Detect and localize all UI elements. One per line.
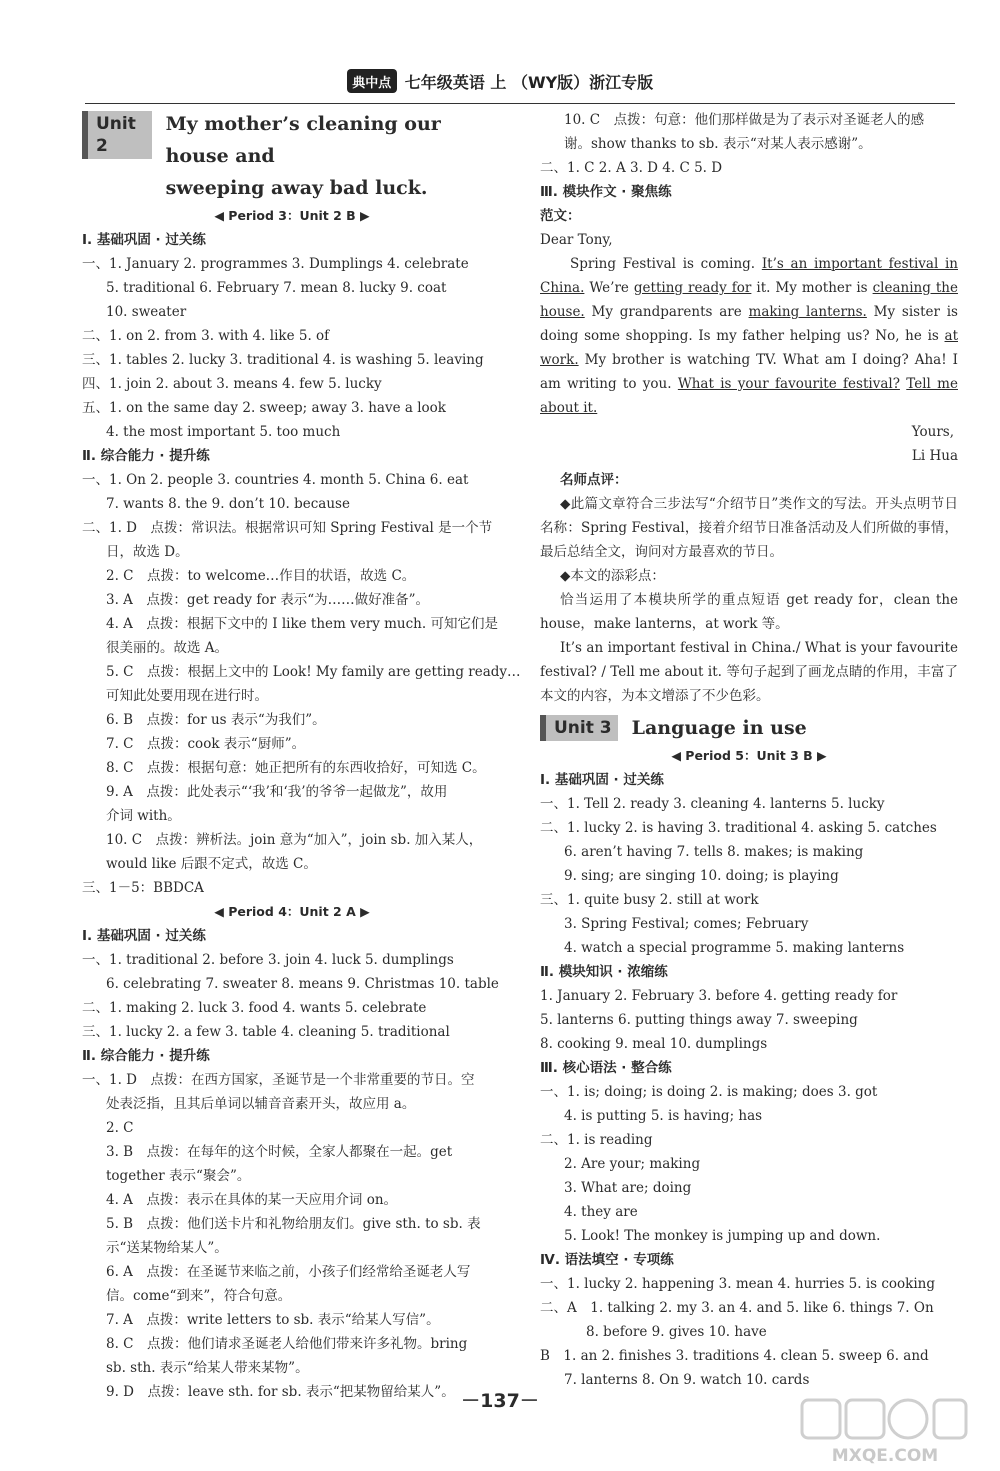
- answer-line: 4. A 点拨：表示在具体的某一天应用介词 on。: [106, 1192, 398, 1208]
- model-essay: Spring Festival is coming. It’s an important festival in China. We’re getting ready for it. My mother is cleaning the house. My grandparents are making lanterns. My sister is doing some shopping. Is my father helping us? No, he is at work. My brother is watching TV. What am I doing? Aha! I am writing to you. What is your favourite festival? Tell me about it.: [540, 256, 958, 416]
- answer-line: 3. A 点拨：get ready for 表示“为……做好准备”。: [106, 592, 429, 608]
- period-heading: ◀ Period 5：Unit 3 B ▶: [671, 748, 827, 763]
- section-title: Ⅱ. 模块知识 · 浓缩练: [540, 964, 668, 980]
- answer-line: 一、1. January 2. programmes 3. Dumplings 4. celebrate: [82, 256, 469, 272]
- answer-line: 4. they are: [564, 1204, 638, 1220]
- answer-line: 3. Spring Festival; comes; February: [564, 916, 809, 932]
- answer-line: 处表泛指，且其后单词以辅音音素开头，故应用 a。: [106, 1096, 416, 1112]
- section-title: Ⅳ. 语法填空 · 专项练: [540, 1252, 674, 1268]
- section-title: Ⅲ. 核心语法 · 整合练: [540, 1060, 672, 1076]
- answer-line: 10. C 点拨：辨析法。join 意为“加入”，join sb. 加入某人，: [106, 832, 483, 848]
- answer-line: 4. A 点拨：根据下文中的 I like them very much. 可知它们是: [106, 616, 498, 632]
- answer-line: 二、1. C 2. A 3. D 4. C 5. D: [540, 160, 723, 176]
- answer-line: 一、1. is; doing; is doing 2. is making; does 3. got: [540, 1084, 878, 1100]
- essay-signature: Li Hua: [911, 448, 958, 464]
- answer-line: 5. C 点拨：根据上文中的 Look! My family are getting ready…: [106, 664, 521, 680]
- essay-greeting: Dear Tony,: [540, 232, 613, 248]
- answer-line: sb. sth. 表示“给某人带来某物”。: [106, 1360, 309, 1376]
- answer-line: 二、A 1. talking 2. my 3. an 4. and 5. like 6. things 7. On: [540, 1300, 934, 1316]
- answer-line: 7. C 点拨：cook 表示“厨师”。: [106, 736, 306, 752]
- answer-line: 一、1. lucky 2. happening 3. mean 4. hurries 5. is cooking: [540, 1276, 936, 1292]
- answer-line: 2. Are your; making: [564, 1156, 701, 1172]
- answer-line: 5. Look! The monkey is jumping up and down.: [564, 1228, 881, 1244]
- answer-line: 二、1. D 点拨：常识法。根据常识可知 Spring Festival 是一个节: [82, 520, 493, 536]
- answer-line: 三、1－5：BBDCA: [82, 880, 204, 896]
- answer-line: 三、1. quite busy 2. still at work: [540, 892, 759, 908]
- unit-badge: Unit 3: [540, 715, 618, 741]
- review-text: It’s an important festival in China./ What is your favourite festival? / Tell me about it. 等句子起到了画龙点睛的作用，丰富了本文的内容，为本文增添了不少色彩。: [540, 640, 958, 704]
- answer-line: 10. sweater: [106, 304, 187, 320]
- answer-line: 6. A 点拨：在圣诞节来临之前，小孩子们经常给圣诞老人写: [106, 1264, 471, 1280]
- answer-line: together 表示“聚会”。: [106, 1168, 251, 1184]
- answer-line: 介词 with。: [106, 808, 181, 824]
- watermark-logo: [800, 1396, 970, 1466]
- answer-line: 1. January 2. February 3. before 4. getting ready for: [540, 988, 898, 1004]
- answer-line: 示“送某物给某人”。: [106, 1240, 228, 1256]
- answer-line: 一、1. traditional 2. before 3. join 4. luck 5. dumplings: [82, 952, 454, 968]
- answer-line: 5. lanterns 6. putting things away 7. sweeping: [540, 1012, 858, 1028]
- answer-line: B 1. an 2. finishes 3. traditions 4. clean 5. sweep 6. and: [540, 1348, 929, 1364]
- answer-line: 三、1. tables 2. lucky 3. traditional 4. is washing 5. leaving: [82, 352, 484, 368]
- answer-line: 5. traditional 6. February 7. mean 8. lucky 9. coat: [106, 280, 447, 296]
- section-title: Ⅱ. 综合能力 · 提升练: [82, 448, 210, 464]
- header-divider: [85, 103, 955, 104]
- answer-line: 8. C 点拨：他们请求圣诞老人给他们带来许多礼物。bring: [106, 1336, 468, 1352]
- answer-line: 一、1. Tell 2. ready 3. cleaning 4. lanterns 5. lucky: [540, 796, 885, 812]
- watermark-icon: [800, 1396, 970, 1446]
- review-text: 恰当运用了本模块所学的重点短语 get ready for，clean the house，make lanterns，at work 等。: [540, 592, 958, 632]
- review-text: ◆此篇文章符合三步法写“介绍节日”类作文的写法。开头点明节日名称：Spring Festival，接着介绍节日准备活动及人们所做的事情，最后总结全文，询问对方最喜欢的节日。: [540, 496, 958, 560]
- answer-line: 五、1. on the same day 2. sweep; away 3. have a look: [82, 400, 446, 416]
- unit-title-line: Language in use: [631, 717, 807, 739]
- right-column: [540, 108, 958, 1392]
- answer-line: 3. What are; doing: [564, 1180, 692, 1196]
- answer-line: 7. A 点拨：write letters to sb. 表示“给某人写信”。: [106, 1312, 440, 1328]
- review-highlight-label: ◆本文的添彩点：: [560, 568, 665, 584]
- answer-line: 2. C: [106, 1120, 134, 1136]
- answer-line: 2. C 点拨：to welcome…作目的状语，故选 C。: [106, 568, 416, 584]
- answer-line: 5. B 点拨：他们送卡片和礼物给朋友们。give sth. to sb. 表: [106, 1216, 481, 1232]
- answer-line: 三、1. lucky 2. a few 3. table 4. cleaning 5. traditional: [82, 1024, 450, 1040]
- unit-badge: Unit 2: [82, 111, 152, 159]
- section-title: Ⅰ. 基础巩固 · 过关练: [82, 928, 206, 944]
- review-label: 名师点评：: [560, 472, 628, 488]
- essay-signoff: Yours,: [911, 424, 954, 440]
- answer-line: 很美丽的。故选 A。: [106, 640, 229, 656]
- answer-line: 8. C 点拨：根据句意：她正把所有的东西收拾好，可知选 C。: [106, 760, 486, 776]
- header-logo: 典中点: [347, 69, 397, 93]
- section-title: Ⅲ. 模块作文 · 聚焦练: [540, 184, 672, 200]
- watermark-text: MXQE.COM: [831, 1446, 939, 1466]
- unit2-heading: [82, 108, 502, 204]
- unit3-heading: [540, 712, 958, 744]
- header-title: 七年级英语 上 （WY版）浙江专版: [404, 72, 654, 92]
- page-header: [0, 62, 1000, 100]
- answer-line: 8. before 9. gives 10. have: [586, 1324, 767, 1340]
- answer-line: 信。come“到来”，符合句意。: [106, 1288, 292, 1304]
- answer-line: 10. C 点拨：句意：他们那样做是为了表示对圣诞老人的感: [564, 112, 925, 128]
- section-title: Ⅰ. 基础巩固 · 过关练: [540, 772, 664, 788]
- answer-line: 可知此处要用现在进行时。: [106, 688, 268, 704]
- page-number: －137－: [461, 1390, 539, 1412]
- answer-line: 二、1. making 2. luck 3. food 4. wants 5. celebrate: [82, 1000, 427, 1016]
- answer-line: would like 后跟不定式，故选 C。: [106, 856, 317, 872]
- unit-title-line: My mother’s cleaning our house and: [165, 113, 441, 167]
- answer-line: 7. lanterns 8. On 9. watch 10. cards: [564, 1372, 810, 1388]
- period-heading: ◀ Period 4：Unit 2 A ▶: [214, 904, 370, 919]
- section-title: Ⅱ. 综合能力 · 提升练: [82, 1048, 210, 1064]
- answer-line: 7. wants 8. the 9. don’t 10. because: [106, 496, 350, 512]
- model-essay-label: 范文：: [540, 208, 581, 224]
- answer-line: 二、1. is reading: [540, 1132, 653, 1148]
- section-title: Ⅰ. 基础巩固 · 过关练: [82, 232, 206, 248]
- answer-line: 6. B 点拨：for us 表示“为我们”。: [106, 712, 326, 728]
- period-heading: ◀ Period 3：Unit 2 B ▶: [214, 208, 370, 223]
- left-column: [82, 108, 521, 1404]
- answer-line: 6. celebrating 7. sweater 8. means 9. Christmas 10. table: [106, 976, 499, 992]
- answer-line: 9. D 点拨：leave sth. for sb. 表示“把某物留给某人”。: [106, 1384, 455, 1400]
- answer-line: 4. is putting 5. is having; has: [564, 1108, 763, 1124]
- answer-line: 二、1. on 2. from 3. with 4. like 5. of: [82, 328, 330, 344]
- unit-title-line: sweeping away bad luck.: [165, 177, 428, 199]
- answer-line: 四、1. join 2. about 3. means 4. few 5. lucky: [82, 376, 382, 392]
- answer-line: 日，故选 D。: [106, 544, 189, 560]
- answer-line: 谢。show thanks to sb. 表示“对某人表示感谢”。: [564, 136, 872, 152]
- answer-line: 8. cooking 9. meal 10. dumplings: [540, 1036, 768, 1052]
- answer-line: 9. sing; are singing 10. doing; is playing: [564, 868, 839, 884]
- answer-line: 一、1. D 点拨：在西方国家，圣诞节是一个非常重要的节日。空: [82, 1072, 475, 1088]
- answer-line: 3. B 点拨：在每年的这个时候，全家人都聚在一起。get: [106, 1144, 453, 1160]
- answer-line: 一、1. On 2. people 3. countries 4. month 5. China 6. eat: [82, 472, 469, 488]
- answer-line: 4. watch a special programme 5. making lanterns: [564, 940, 905, 956]
- answer-line: 4. the most important 5. too much: [106, 424, 341, 440]
- answer-line: 9. A 点拨：此处表示“‘我’和‘我’的爷爷一起做龙”，故用: [106, 784, 448, 800]
- answer-line: 二、1. lucky 2. is having 3. traditional 4. asking 5. catches: [540, 820, 937, 836]
- answer-line: 6. aren’t having 7. tells 8. makes; is making: [564, 844, 864, 860]
